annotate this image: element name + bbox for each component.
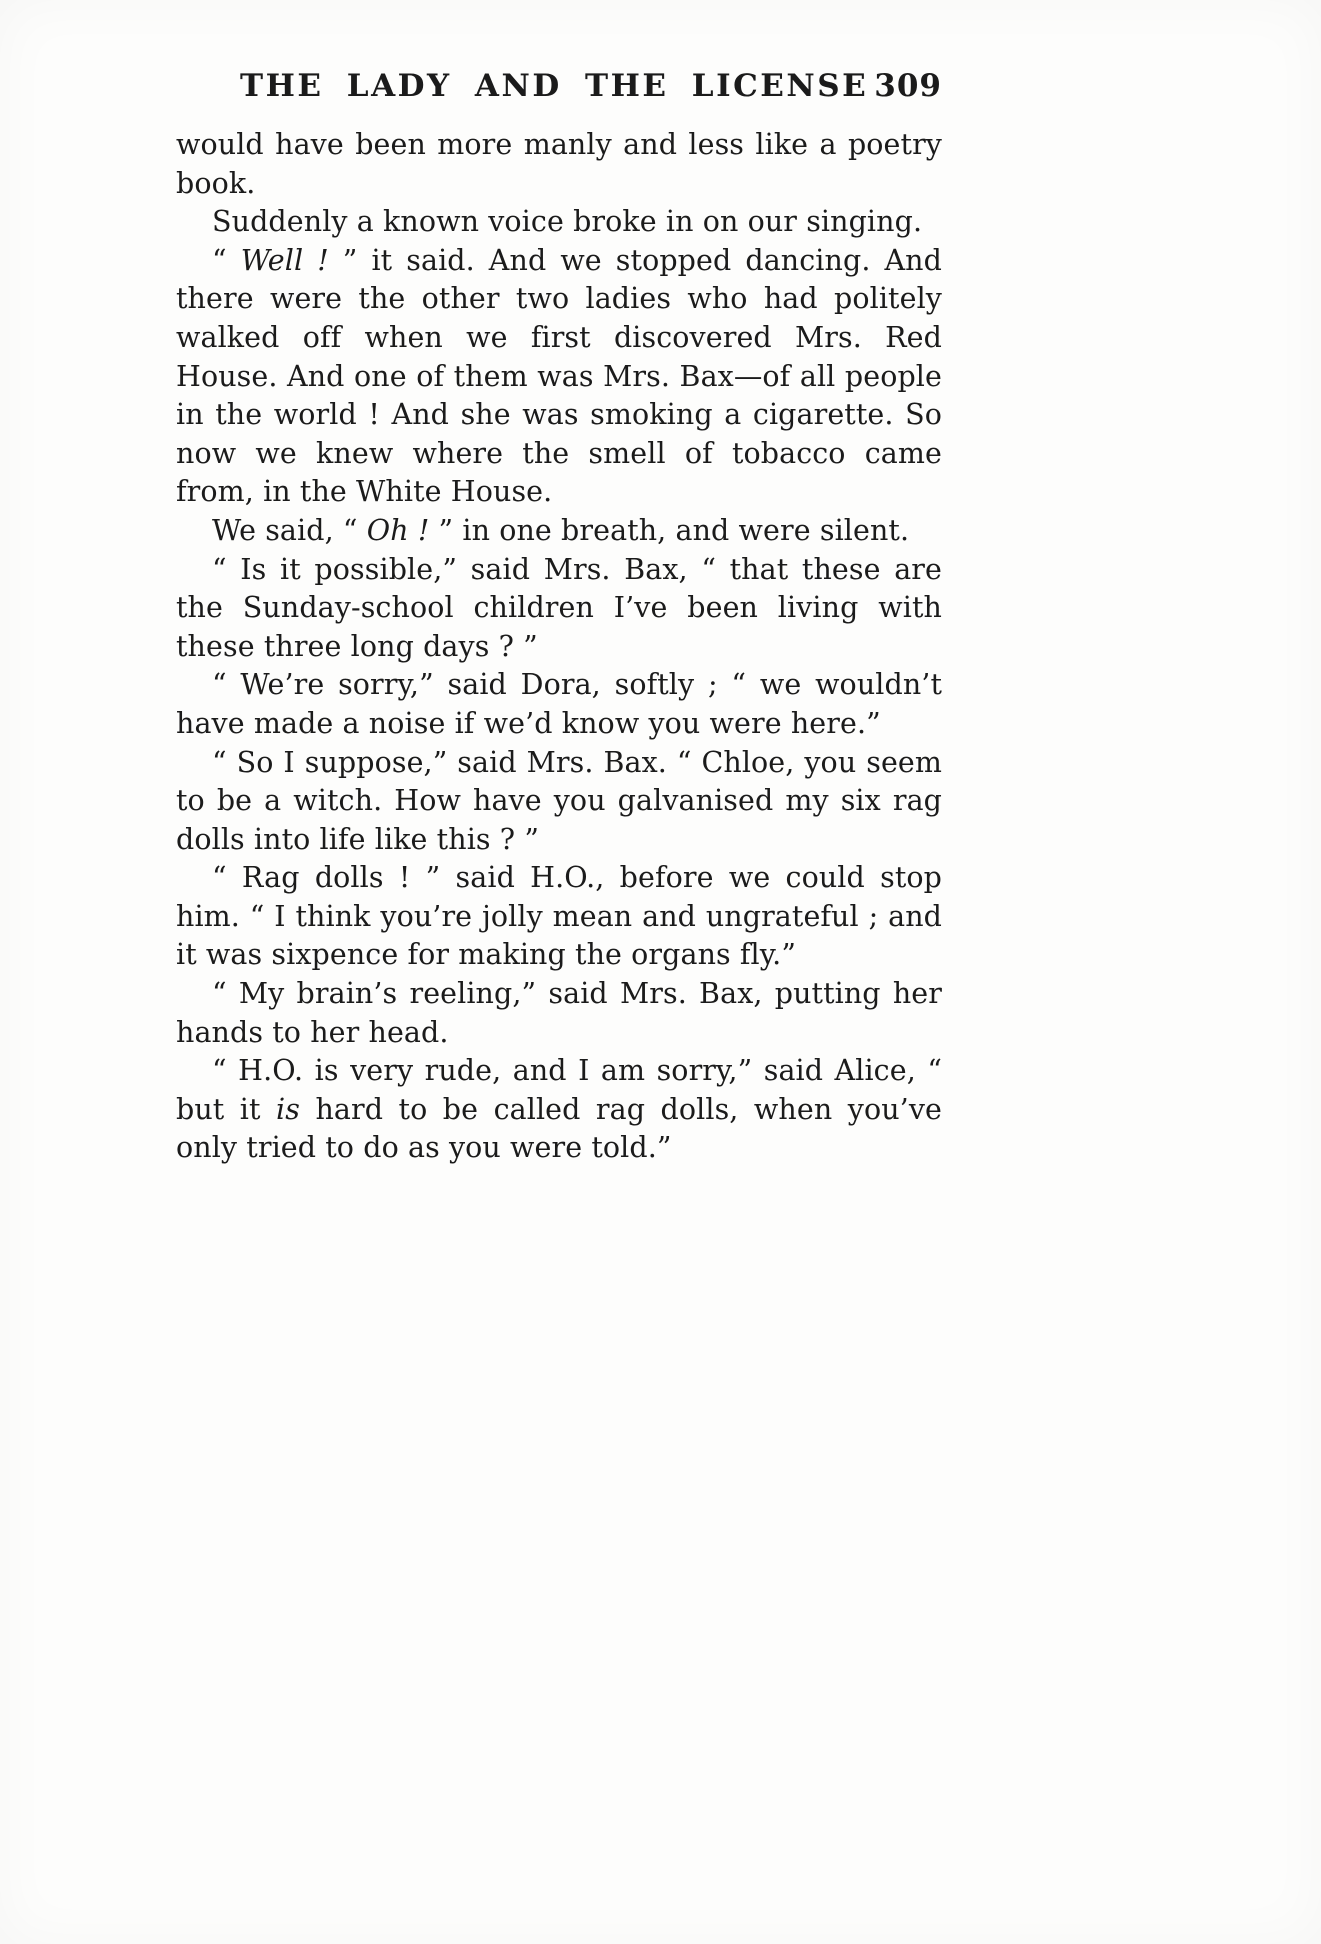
paragraph-segment: ” in one breath, and were silent.	[429, 513, 910, 547]
paragraph	[176, 859, 942, 975]
paragraph-segment: “ We’re sorry,” said Dora, softly ; “ we wouldn’t have made a noise if we’d know you were here.”	[176, 668, 942, 740]
paragraph-segment: “ Is it possible,” said Mrs. Bax, “ that these are the Sunday-school children I’ve been living with these three long days ? ”	[176, 552, 942, 663]
paragraph-segment: “	[212, 243, 241, 277]
paragraph	[176, 975, 942, 1052]
paragraph	[176, 126, 942, 203]
paragraph	[176, 203, 942, 242]
paragraph-segment-italic: is	[276, 1092, 300, 1126]
chapter-title: THE LADY AND THE LICENSE	[240, 68, 869, 104]
paragraph-segment: “ Rag dolls ! ” said H.O., before we could stop him. “ I think you’re jolly mean and ungrateful ; and it was sixpence for making the organs fly.”	[176, 861, 942, 972]
paragraph-segment: “ My brain’s reeling,” said Mrs. Bax, putting her hands to her head.	[176, 977, 942, 1049]
paragraph-segment: would have been more manly and less like a poetry book.	[176, 128, 942, 200]
paragraph	[176, 512, 942, 551]
paragraph-segment: ” it said. And we stopped dancing. And there were the other two ladies who had politely walked off when we first discovered Mrs. Red House. And one of them was Mrs. Bax—of all people in the world ! And she was smoking a cigarette. So now we knew where the smell of tobacco came from, in the White House.	[176, 243, 942, 509]
page-number: 309	[874, 68, 942, 104]
paragraph-segment: “ So I suppose,” said Mrs. Bax. “ Chloe, you seem to be a witch. How have you galvanised my six rag dolls into life like this ? ”	[176, 745, 942, 856]
paragraph-segment-italic: Oh !	[366, 513, 430, 547]
paragraph-segment-italic: Well !	[240, 243, 329, 277]
paragraph	[176, 1052, 942, 1168]
page-paragraphs	[176, 126, 942, 1168]
paragraph-segment: We said, “	[212, 513, 367, 547]
paragraph	[176, 666, 942, 743]
paragraph	[176, 744, 942, 860]
paragraph	[176, 551, 942, 667]
paragraph-segment: hard to be called rag dolls, when you’ve only tried to do as you were told.”	[176, 1092, 942, 1165]
running-header	[176, 68, 942, 104]
paragraph-segment: “ H.O. is very rude, and I am sorry,” said Alice, “ but it	[176, 1054, 942, 1126]
paragraph	[176, 242, 942, 512]
paragraph-segment: Suddenly a known voice broke in on our singing.	[212, 205, 923, 239]
